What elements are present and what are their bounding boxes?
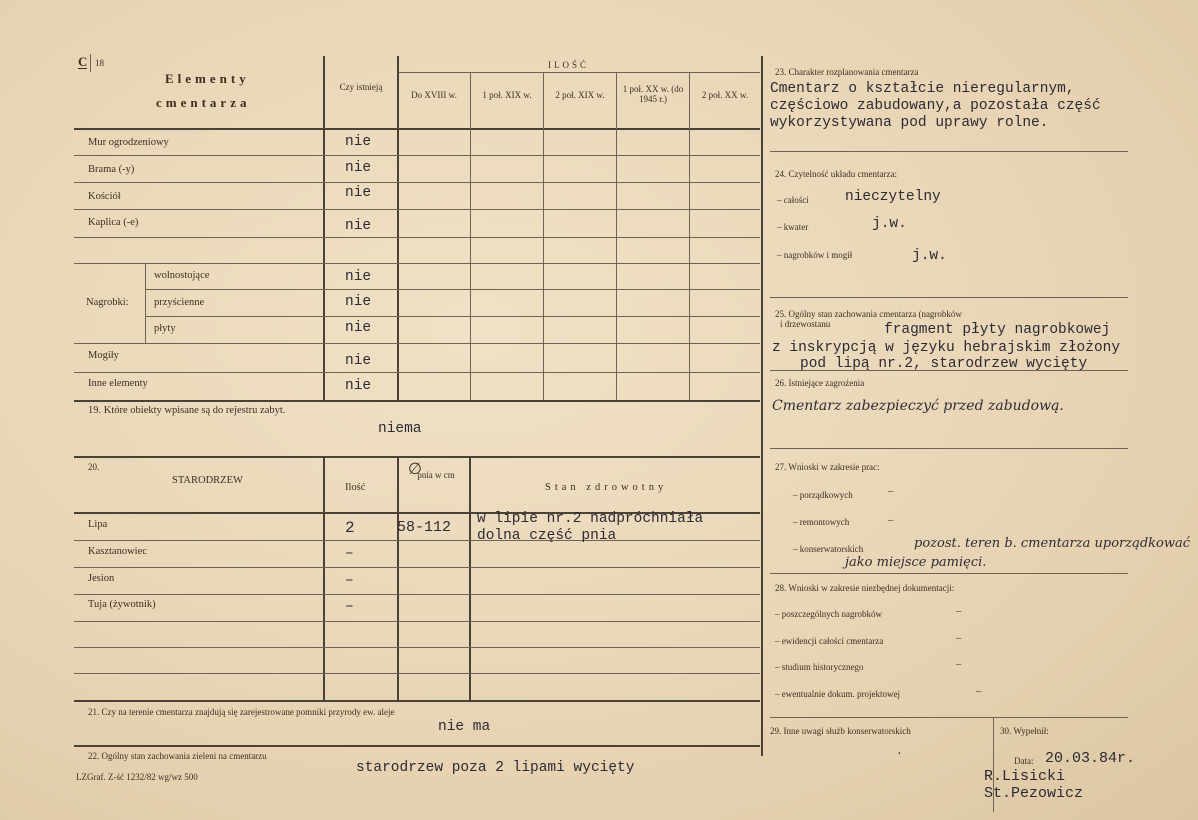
q30-label: 30. Wypełnił: bbox=[1000, 726, 1049, 736]
q21-label: 21. Czy na terenie cmentarza znajdują się zarejestrowane pomniki przyrody ew. aleje bbox=[88, 707, 395, 717]
q28-item-label: – studium historycznego bbox=[775, 662, 864, 672]
q24-item-value: j.w. bbox=[912, 248, 947, 264]
q24-item-label: – nagrobków i mogił bbox=[777, 250, 853, 260]
q24-item-label: – kwater bbox=[777, 222, 809, 232]
row-value: nie bbox=[345, 378, 372, 394]
q30-date-label: Data: bbox=[1014, 756, 1034, 766]
rule bbox=[74, 128, 760, 130]
rule bbox=[74, 155, 760, 156]
rule bbox=[74, 182, 760, 183]
q25-line: fragment płyty nagrobkowej bbox=[884, 322, 1111, 338]
row-value: nie bbox=[345, 294, 372, 310]
rule bbox=[90, 54, 91, 72]
q26-answer: Cmentarz zabezpieczyć przed zabudową. bbox=[772, 398, 1064, 414]
row-label: wolnostojące bbox=[154, 270, 210, 281]
q20-col-health: Stan zdrowotny bbox=[545, 482, 668, 493]
rule bbox=[74, 372, 760, 373]
rule bbox=[770, 448, 1128, 449]
q25-line: z inskrypcją w języku hebrajskim złożony bbox=[772, 340, 1121, 356]
q27-item-label: – porządkowych bbox=[793, 490, 853, 500]
q30-date: 20.03.84r. bbox=[1045, 750, 1136, 767]
rule bbox=[74, 745, 760, 747]
rule bbox=[770, 573, 1128, 574]
q20-number: 20. bbox=[88, 462, 100, 472]
period-header-1: Do XVIII w. bbox=[411, 90, 457, 100]
q27-item-label: – konserwatorskich bbox=[793, 544, 864, 554]
q22-label: 22. Ogólny stan zachowania zieleni na cmentarzu bbox=[88, 751, 267, 761]
q24-item-value: j.w. bbox=[872, 216, 907, 232]
row-label: Mur ogrodzeniowy bbox=[88, 137, 169, 148]
rule bbox=[770, 151, 1128, 152]
tree-qty: 2 bbox=[345, 519, 355, 537]
q29-label: 29. Inne uwagi służb konserwatorskich bbox=[770, 726, 911, 736]
q25-label: 25. Ogólny stan zachowania cmentarza (nagrobków bbox=[775, 309, 962, 319]
rule bbox=[74, 567, 760, 568]
q24-item-label: – całości bbox=[777, 195, 809, 205]
q20-title: STARODRZEW bbox=[172, 475, 243, 486]
elements-heading-1: Elementy bbox=[165, 71, 250, 86]
form-code: C bbox=[78, 54, 88, 69]
rule bbox=[323, 56, 325, 401]
row-value: nie bbox=[345, 218, 372, 234]
rule bbox=[74, 263, 760, 264]
rule bbox=[398, 72, 760, 73]
q28-item-value: – bbox=[956, 659, 962, 670]
rule bbox=[145, 263, 146, 343]
q21-answer: nie ma bbox=[438, 719, 491, 735]
tree-qty: – bbox=[345, 573, 354, 589]
q24-item-value: nieczytelny bbox=[845, 189, 941, 205]
q28-item-value: – bbox=[976, 686, 982, 697]
q30-name-2: St.Pezowicz bbox=[984, 785, 1084, 802]
tree-qty: – bbox=[345, 546, 354, 562]
rule bbox=[469, 456, 471, 700]
q30-name: R.Lisicki bbox=[984, 768, 1066, 785]
rule bbox=[74, 209, 760, 210]
q19-label: 19. Które obiekty wpisane są do rejestru zabyt. bbox=[88, 405, 286, 416]
tree-name: Kasztanowiec bbox=[88, 546, 147, 557]
rule bbox=[397, 56, 399, 401]
rule bbox=[770, 297, 1128, 298]
q27-label: 27. Wnioski w zakresie prac: bbox=[775, 462, 880, 472]
rule bbox=[145, 289, 760, 290]
row-value: nie bbox=[345, 134, 372, 150]
q27-item-value: pozost. teren b. cmentarza uporządkować bbox=[914, 536, 1191, 551]
q25-label-2: i drzewostanu bbox=[780, 319, 831, 329]
q23-line: częściowo zabudowany,a pozostała część bbox=[770, 98, 1101, 114]
rule bbox=[770, 370, 1128, 371]
rule bbox=[74, 343, 760, 344]
q28-label: 28. Wnioski w zakresie niezbędnej dokumentacji: bbox=[775, 583, 955, 593]
period-header-5: 2 poł. XX w. bbox=[701, 90, 749, 100]
nagrobki-label: Nagrobki: bbox=[86, 297, 129, 308]
row-label: Mogiły bbox=[88, 350, 119, 361]
row-value: nie bbox=[345, 353, 372, 369]
elements-heading-2: cmentarza bbox=[156, 95, 251, 110]
q24-label: 24. Czytelność układu cmentarza: bbox=[775, 169, 897, 179]
rule bbox=[761, 56, 763, 756]
rule bbox=[74, 540, 760, 541]
tree-name: Tuja (żywotnik) bbox=[88, 599, 156, 610]
q29-answer: . bbox=[898, 746, 901, 757]
row-label: Brama (-y) bbox=[88, 164, 135, 175]
row-label: Kaplica (-e) bbox=[88, 217, 139, 228]
health-text-2: dolna część pnia bbox=[477, 528, 617, 544]
rule bbox=[74, 647, 760, 648]
q28-item-label: – ewidencji całości cmentarza bbox=[775, 636, 884, 646]
q28-item-label: – ewentualnie dokum. projektowej bbox=[775, 689, 900, 699]
q27-item-value: – bbox=[888, 486, 894, 497]
q27-continuation: jako miejsce pamięci. bbox=[845, 555, 987, 570]
print-info: LZGraf. Z-ść 1232/82 wg/wz 500 bbox=[76, 772, 198, 782]
row-label: płyty bbox=[154, 323, 176, 334]
period-header-2: 1 poł. XIX w. bbox=[482, 90, 532, 100]
rule bbox=[74, 700, 760, 702]
row-value: nie bbox=[345, 269, 372, 285]
q27-item-label: – remontowych bbox=[793, 517, 850, 527]
row-label: Inne elementy bbox=[88, 378, 148, 389]
tree-name: Lipa bbox=[88, 519, 108, 530]
tree-name: Jesion bbox=[88, 573, 115, 584]
q26-label: 26. Istniejące zagrożenia bbox=[775, 378, 865, 388]
row-value: nie bbox=[345, 160, 372, 176]
q25-line: pod lipą nr.2, starodrzew wycięty bbox=[800, 356, 1088, 372]
period-header-4: 1 poł. XX w. (do 1945 r.) bbox=[622, 84, 684, 104]
rule bbox=[145, 316, 760, 317]
rule bbox=[74, 456, 760, 458]
rule bbox=[397, 456, 399, 700]
col-quantity-header: ILOŚĆ bbox=[548, 60, 590, 70]
tree-diam: 58-112 bbox=[397, 519, 452, 536]
tree-qty: – bbox=[345, 599, 354, 615]
q22-answer: starodrzew poza 2 lipami wycięty bbox=[356, 760, 635, 776]
row-label: przyścienne bbox=[154, 297, 205, 308]
q23-line: wykorzystywana pod uprawy rolne. bbox=[770, 115, 1049, 131]
q28-item-value: – bbox=[956, 606, 962, 617]
q23-label: 23. Charakter rozplanowania cmentarza bbox=[775, 67, 919, 77]
q28-item-value: – bbox=[956, 633, 962, 644]
period-header-3: 2 poł. XIX w. bbox=[555, 90, 605, 100]
rule bbox=[74, 237, 760, 238]
rule bbox=[74, 400, 760, 402]
rule bbox=[323, 456, 325, 700]
q19-answer: niema bbox=[378, 421, 422, 437]
diameter-icon: ∅ bbox=[408, 461, 422, 478]
q23-line: Cmentarz o kształcie nieregularnym, bbox=[770, 81, 1075, 97]
rule bbox=[770, 717, 1128, 718]
rule bbox=[74, 621, 760, 622]
q20-col-diam: pnia w cm bbox=[417, 470, 455, 480]
q28-item-label: – poszczególnych nagrobków bbox=[775, 609, 882, 619]
rule bbox=[74, 673, 760, 674]
col-exists-header: Czy istnieją bbox=[339, 82, 383, 92]
health-text-1: w lipie nr.2 nadpróchniała bbox=[477, 511, 704, 527]
row-value: nie bbox=[345, 185, 372, 201]
q27-item-value: – bbox=[888, 515, 894, 526]
form-code-sup: 18 bbox=[95, 58, 104, 68]
row-value: nie bbox=[345, 320, 372, 336]
rule bbox=[74, 594, 760, 595]
row-label: Kościół bbox=[88, 191, 121, 202]
q20-col-qty: Ilość bbox=[345, 482, 366, 493]
